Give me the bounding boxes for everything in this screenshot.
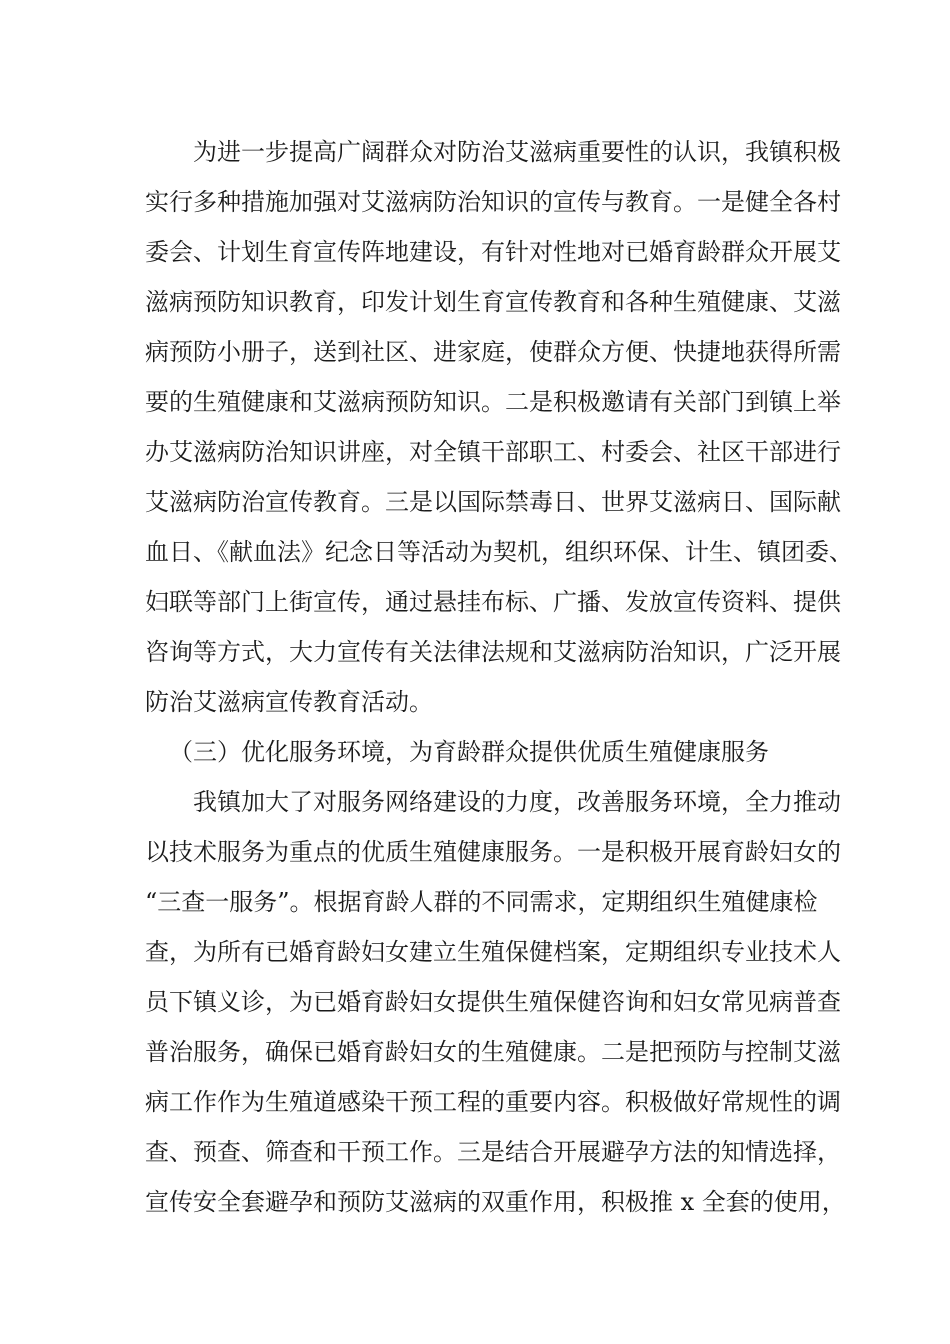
text-line: 委会、计划生育宣传阵地建设，有针对性地对已婚育龄群众开展艾 [145,238,841,266]
text-line: “三查一服务”。根据育龄人群的不同需求，定期组织生殖健康检 [145,888,818,916]
text-line: 查、预查、筛查和干预工作。三是结合开展避孕方法的知情选择， [145,1138,841,1166]
text-line: 滋病预防知识教育，印发计划生育宣传教育和各种生殖健康、艾滋 [145,288,841,316]
text-line: 病预防小册子，送到社区、进家庭，使群众方便、快捷地获得所需 [145,338,841,366]
text-line: 咨询等方式，大力宣传有关法律法规和艾滋病防治知识，广泛开展 [145,638,841,666]
text-line: 员下镇义诊，为已婚育龄妇女提供生殖保健咨询和妇女常见病普查 [145,988,841,1016]
text-line: 防治艾滋病宣传教育活动。 [145,688,433,716]
text-line: 妇联等部门上街宣传，通过悬挂布标、广播、发放宣传资料、提供 [145,588,841,616]
section-heading: （三）优化服务环境，为育龄群众提供优质生殖健康服务 [169,738,769,766]
text-line: 病工作作为生殖道感染干预工程的重要内容。积极做好常规性的调 [145,1088,841,1116]
text-line: 艾滋病防治宣传教育。三是以国际禁毒日、世界艾滋病日、国际献 [145,488,841,516]
text-line: 查，为所有已婚育龄妇女建立生殖保健档案，定期组织专业技术人 [145,938,841,966]
text-line: 以技术服务为重点的优质生殖健康服务。一是积极开展育龄妇女的 [145,838,841,866]
text-line: 血日、《献血法》纪念日等活动为契机，组织环保、计生、镇团委、 [145,538,853,566]
text-line: 办艾滋病防治知识讲座，对全镇干部职工、村委会、社区干部进行 [145,438,841,466]
text-line: 实行多种措施加强对艾滋病防治知识的宣传与教育。一是健全各村 [145,188,841,216]
text-line: 要的生殖健康和艾滋病预防知识。二是积极邀请有关部门到镇上举 [145,388,841,416]
text-line: 普治服务，确保已婚育龄妇女的生殖健康。二是把预防与控制艾滋 [145,1038,841,1066]
text-line: 宣传安全套避孕和预防艾滋病的双重作用，积极推 x 全套的使用， [145,1188,846,1216]
text-line: 为进一步提高广阔群众对防治艾滋病重要性的认识，我镇积极 [193,138,841,166]
text-line: 我镇加大了对服务网络建设的力度，改善服务环境，全力推动 [193,788,841,816]
